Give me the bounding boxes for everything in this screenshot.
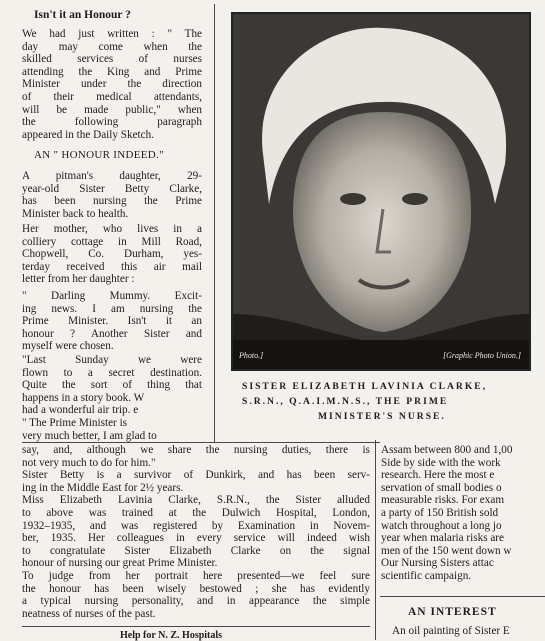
text-line: happens in a story book. W: [22, 391, 145, 404]
text-line: research. Here the most e: [381, 469, 495, 482]
text-line: very much better, I am glad to: [22, 429, 157, 442]
photo-credit-right: [Graphic Photo Union.]: [443, 351, 521, 360]
text-line: not very much to do for him.": [22, 456, 156, 469]
text-line: measurable risks. For exam: [381, 494, 505, 507]
text-line: Chopwell, Co. Durham, yes-: [22, 248, 202, 261]
letter-paragraph-3: [22, 417, 202, 442]
text-line: scientific campaign.: [381, 569, 472, 582]
text-line: honour of nursing our great Prime Minister.: [22, 557, 218, 570]
text-line: men of the 150 went down w: [381, 544, 512, 557]
text-line: will be made public," when: [22, 103, 202, 116]
article-heading: Isn't it an Honour ?: [34, 9, 131, 21]
text-line: colliery cottage in Mill Road,: [22, 235, 202, 248]
caption-line: SISTER ELIZABETH LAVINIA CLARKE,: [242, 381, 488, 392]
portrait-photo: [231, 12, 531, 371]
column-divider-lower: [375, 440, 376, 640]
caption-line: S.R.N., Q.A.I.M.N.S., THE PRIME: [242, 396, 449, 407]
right-last-line: An oil painting of Sister E: [392, 625, 510, 637]
text-line: skilled services of nurses: [22, 53, 202, 66]
text-line: the honour has been wisely bestowed ; she has evidently: [22, 582, 370, 595]
text-line: flown to a secret destination.: [22, 366, 202, 379]
text-line: Side by side with the work: [381, 456, 501, 469]
text-line: Assam between 800 and 1,00: [381, 444, 513, 456]
text-line: ing in the Middle East for 2½ years.: [22, 481, 184, 494]
text-line: neatness of nurses of the past.: [22, 607, 156, 620]
text-line: of their medical attendants,: [22, 90, 202, 103]
photo-credit-left: Photo.]: [239, 351, 264, 360]
text-line: Minister under the direction: [22, 78, 202, 91]
text-line: had a wonderful air trip. e: [22, 404, 139, 417]
text-line: Minister back to health.: [22, 207, 129, 220]
intro-paragraph: [22, 28, 202, 141]
bottom-divider: [22, 626, 370, 627]
text-line: Miss Elizabeth Lavinia Clarke, S.R.N., the Sister alluded: [22, 494, 370, 507]
text-line: " Darling Mummy. Excit-: [22, 290, 202, 302]
text-line: Quite the sort of thing that: [22, 379, 202, 392]
text-line: "Last Sunday we were: [22, 354, 202, 366]
text-line: year when malaria risks are: [381, 532, 505, 545]
letter-paragraph-1: [22, 290, 202, 353]
text-line: myself were chosen.: [22, 340, 114, 353]
text-line: A pitman's daughter, 29-: [22, 170, 202, 182]
main-article-body: [22, 444, 370, 620]
right-divider: [380, 596, 545, 597]
text-line: " The Prime Minister is: [22, 417, 128, 429]
horizontal-divider: [22, 442, 380, 443]
text-line: a party of 150 British sold: [381, 506, 499, 519]
text-line: terday received this air mail: [22, 260, 202, 273]
text-line: a typical nursing personality, and in appearance the simple: [22, 595, 370, 608]
text-line: say, and, although we share the nursing duties, there is: [22, 444, 370, 456]
bottom-heading: Help for N. Z. Hospitals: [120, 630, 223, 641]
text-line: to above was trained at the Dulwich Hospital, London,: [22, 506, 370, 519]
letter-paragraph-2: [22, 354, 202, 417]
text-line: servation of small bodies o: [381, 481, 502, 494]
text-line: honour ? Another Sister and: [22, 327, 202, 340]
paragraph-1: [22, 170, 202, 220]
text-line: ing news. I am nursing the: [22, 302, 202, 315]
text-line: Our Nursing Sisters attac: [381, 557, 494, 570]
text-line: day may come when the: [22, 40, 202, 53]
text-line: Her mother, who lives in a: [22, 223, 202, 235]
text-line: ber, 1935. Her colleagues in every service will indeed wish: [22, 532, 370, 545]
paragraph-2: [22, 223, 202, 286]
text-line: 1932–1935, and was registered by Examination in Novem-: [22, 519, 370, 532]
right-column-text: [381, 444, 545, 583]
text-line: To judge from her portrait here presented—we feel sure: [22, 569, 370, 582]
text-line: watch throughout a long jo: [381, 519, 502, 532]
text-line: to congratulate Sister Elizabeth Clarke on the signal: [22, 544, 370, 557]
text-line: has been nursing the Prime: [22, 195, 202, 208]
nurse-portrait-image: [233, 14, 529, 369]
right-heading: AN INTEREST: [408, 606, 497, 618]
text-line: the following paragraph: [22, 116, 202, 129]
text-line: appeared in the Daily Sketch.: [22, 128, 155, 141]
text-line: Prime Minister. Isn't it an: [22, 315, 202, 328]
caption-line: MINISTER'S NURSE.: [318, 411, 446, 422]
text-line: year-old Sister Betty Clarke,: [22, 182, 202, 195]
subheading: AN " HONOUR INDEED.": [34, 149, 164, 161]
text-line: Sister Betty is a survivor of Dunkirk, and has been serv-: [22, 469, 370, 482]
text-line: attending the King and Prime: [22, 65, 202, 78]
column-divider: [214, 4, 215, 442]
text-line: We had just written : " The: [22, 28, 202, 40]
text-line: letter from her daughter :: [22, 273, 135, 286]
